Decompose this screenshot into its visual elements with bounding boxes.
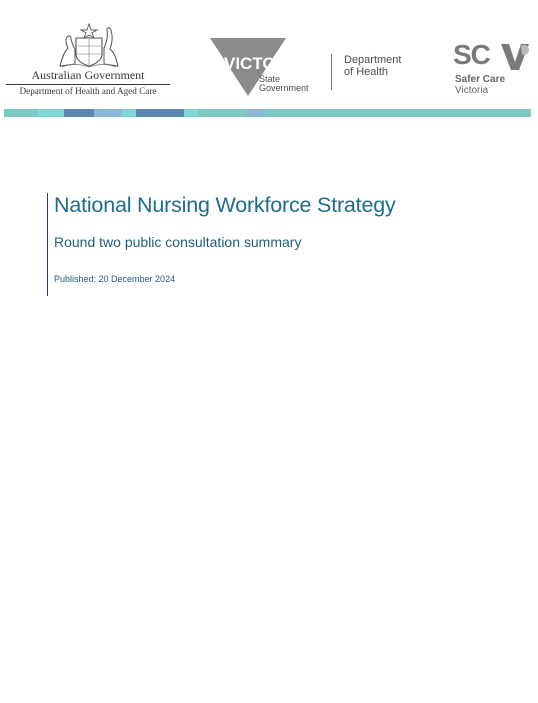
published-date: Published: 20 December 2024 [54,274,176,284]
scv-v-icon [500,42,532,72]
band-segment [246,109,264,117]
document-title: National Nursing Workforce Strategy [54,193,396,217]
band-segment [184,109,198,117]
australian-government-name: Australian Government [31,68,145,82]
victoria-wordmark: VICTORIA [224,54,305,73]
safer-care-line2: Victoria [455,85,489,96]
color-band [4,109,531,117]
state-government-line1: State [259,74,281,84]
band-segment [198,109,246,117]
document-subtitle: Round two public consultation summary [54,234,302,250]
logo-rule [6,84,170,85]
department-line1: Department [344,54,402,66]
state-government-line2: Government [259,83,309,93]
department-health-aged-care: Department of Health and Aged Care [19,86,157,96]
header [0,0,538,120]
australian-government-logo [4,22,172,102]
band-segment [136,109,184,117]
band-segment [64,109,94,117]
logo-divider [331,54,332,90]
band-segment [38,109,64,117]
band-segment [4,109,38,117]
safer-care-line1: Safer Care [455,74,506,85]
scv-mark-text: SC [453,39,490,70]
victoria-department-of-health-logo [208,36,423,100]
department-line2: of Health [344,66,389,78]
title-block [47,193,518,296]
coat-of-arms-icon [54,22,124,68]
band-segment [264,109,531,117]
safer-care-victoria-logo [452,40,534,100]
band-segment [122,109,136,117]
band-segment [94,109,122,117]
